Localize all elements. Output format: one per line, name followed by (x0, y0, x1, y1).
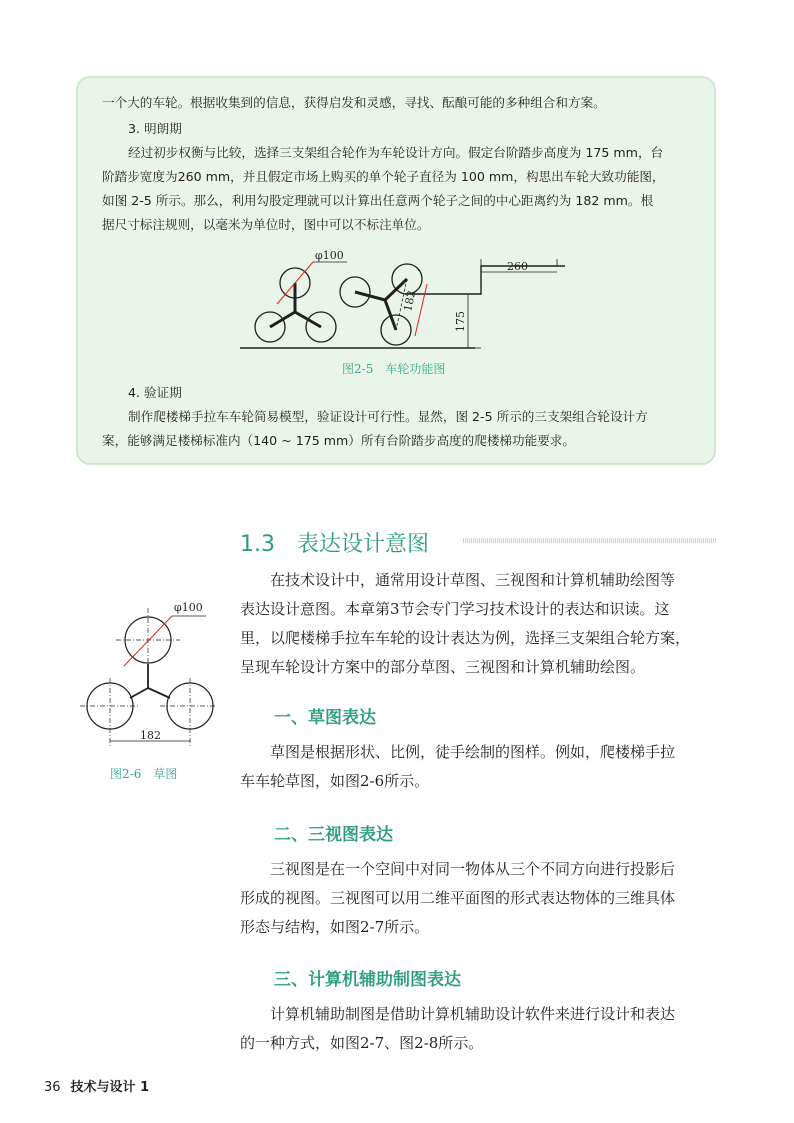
section-heading (240, 527, 429, 558)
page-number: 36 (44, 1080, 61, 1095)
step4-line-1: 制作爬楼梯手拉车车轮简易模型，验证设计可行性。显然，图 2-5 所示的三支架组合轮设计方 (128, 409, 648, 424)
sub2-line-2: 形成的视图。三视图可以用二维平面图的形式表达物体的三维具体 (240, 889, 676, 907)
book-title: 技术与设计 1 (70, 1080, 150, 1095)
figure-2-5-caption: 图2-5 车轮功能图 (342, 362, 446, 376)
section-title: 表达设计意图 (297, 532, 430, 557)
subsection-three-view-heading: 二、三视图表达 (274, 825, 393, 845)
intro-line-1: 在技术设计中，通常用设计草图、三视图和计算机辅助绘图等 (270, 571, 676, 589)
fig25-dim-height: 175 (454, 311, 467, 332)
sub1-line-2: 车车轮草图，如图2-6所示。 (240, 772, 430, 790)
stair-step (405, 266, 565, 294)
sub3-line-1: 计算机辅助制图是借助计算机辅助设计软件来进行设计和表达 (270, 1005, 676, 1023)
page-footer (44, 1076, 149, 1095)
figure-2-6-labels (78, 598, 218, 758)
subsection-sketch-heading: 一、草图表达 (274, 708, 376, 728)
tri-arm (270, 283, 321, 327)
step3-line-2: 阶踏步宽度为260 mm，并且假定市场上购买的单个轮子直径为 100 mm，构思出车轮大致功能图， (102, 169, 665, 184)
section-number: 1.3 (240, 532, 275, 557)
fig25-dim-diameter: φ100 (315, 249, 344, 262)
box-paragraph-continued: 一个大的车轮。根据收集到的信息，获得启发和灵感，寻找、酝酿可能的多种组合和方案。 (102, 95, 606, 110)
step3-line-3: 如图 2-5 所示。那么，利用勾股定理就可以计算出任意两个轮子之间的中心距离约为 182 mm。根 (102, 193, 654, 208)
fig25-dim-width: 260 (507, 260, 528, 273)
step4-title: 4. 验证期 (128, 385, 182, 400)
subsection-cad-heading: 三、计算机辅助制图表达 (274, 970, 461, 990)
fig25-dim-center: 182 (401, 289, 419, 313)
intro-line-3: 里，以爬楼梯手拉车车轮的设计表达为例，选择三支架组合轮方案， (240, 629, 691, 647)
sub3-line-2: 的一种方式，如图2-7、图2-8所示。 (240, 1034, 484, 1052)
sub2-line-1: 三视图是在一个空间中对同一物体从三个不同方向进行投影后 (270, 860, 676, 878)
step3-title: 3. 明朗期 (128, 121, 182, 136)
step4-line-2: 案，能够满足楼梯标准内（140 ~ 175 mm）所有台阶踏步高度的爬楼梯功能要求。 (102, 433, 575, 448)
intro-line-4: 呈现车轮设计方案中的部分草图、三视图和计算机辅助绘图。 (240, 658, 646, 676)
sub1-line-1: 草图是根据形状、比例，徒手绘制的图样。例如，爬楼梯手拉 (270, 743, 676, 761)
fig26-dim-diameter: φ100 (174, 601, 203, 614)
intro-line-2: 表达设计意图。本章第3节会专门学习技术设计的表达和识读。这 (240, 600, 670, 618)
wheel-set-left (255, 262, 347, 342)
figure-2-5 (235, 244, 565, 356)
step3-line-4: 据尺寸标注规则，以毫米为单位时，图中可以不标注单位。 (102, 217, 430, 232)
fig26-dim-center: 182 (140, 729, 161, 742)
section-heading-rule (463, 538, 717, 543)
step3-line-1: 经过初步权衡与比较，选择三支架组合轮作为车轮设计方向。假定台阶踏步高度为 175 mm，台 (128, 145, 664, 160)
figure-2-6-caption: 图2-6 草图 (110, 767, 178, 781)
sub2-line-3: 形态与结构，如图2-7所示。 (240, 918, 430, 936)
